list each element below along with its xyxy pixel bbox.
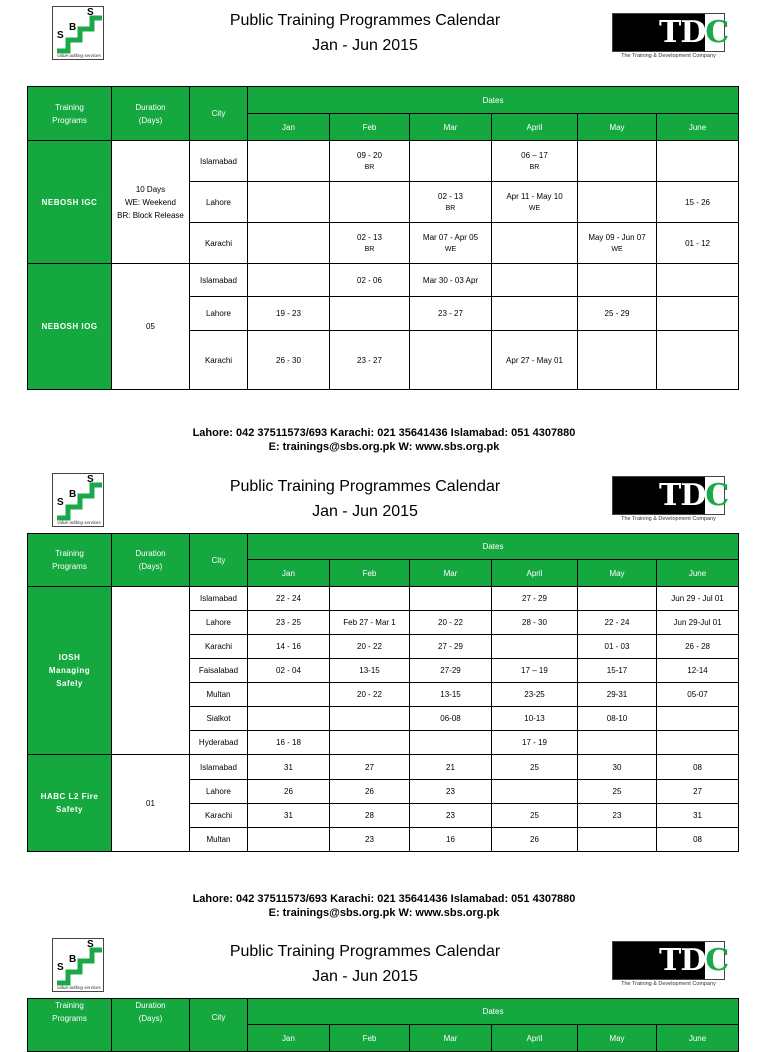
date-cell: Mar 07 - Apr 05 WE xyxy=(410,223,492,264)
city-cell: Hyderabad xyxy=(190,731,248,755)
header-month: Jan xyxy=(248,114,330,141)
contact-web: E: trainings@sbs.org.pk W: www.sbs.org.pk xyxy=(268,907,500,919)
date-cell: 31 xyxy=(657,804,739,828)
tdc-logo xyxy=(612,13,729,61)
sbs-tagline: value-adding services xyxy=(57,520,101,525)
sbs-letter: B xyxy=(69,22,77,33)
date-cell: Apr 11 - May 10 WE xyxy=(492,182,578,223)
date-cell xyxy=(248,182,330,223)
tdc-logo xyxy=(612,476,729,524)
header-month: April xyxy=(492,560,578,587)
duration-cell: 05 xyxy=(112,264,190,390)
page-header-1 xyxy=(0,4,768,60)
date-cell: May 09 - Jun 07 WE xyxy=(578,223,657,264)
date-cell xyxy=(248,683,330,707)
date-cell: 23 - 27 xyxy=(330,331,410,390)
city-cell: Sialkot xyxy=(190,707,248,731)
header-city: City xyxy=(190,534,248,587)
date-cell: 23 xyxy=(410,780,492,804)
city-cell: Islamabad xyxy=(190,755,248,780)
sbs-letter: B xyxy=(69,954,77,965)
page-title xyxy=(200,8,530,58)
date-cell: 20 - 22 xyxy=(330,683,410,707)
contact-info xyxy=(0,426,768,454)
city-cell: Karachi xyxy=(190,804,248,828)
date-cell: 27 - 29 xyxy=(492,587,578,611)
date-cell: 05-07 xyxy=(657,683,739,707)
header-month: April xyxy=(492,114,578,141)
date-cell: 02 - 13 BR xyxy=(410,182,492,223)
header-city: City xyxy=(190,87,248,141)
date-cell: 13-15 xyxy=(330,659,410,683)
title-line-1: Public Training Programmes Calendar xyxy=(229,12,501,29)
date-cell xyxy=(657,297,739,331)
date-cell: 28 - 30 xyxy=(492,611,578,635)
city-cell: Faisalabad xyxy=(190,659,248,683)
date-cell: 25 - 29 xyxy=(578,297,657,331)
duration-cell xyxy=(112,587,190,755)
header-month: Feb xyxy=(330,560,410,587)
contact-phones: Lahore: 042 37511573/693 Karachi: 021 35641436 Islamabad: 051 4307880 xyxy=(192,427,576,439)
date-cell: 06 – 17 BR xyxy=(492,141,578,182)
header-city: City xyxy=(190,999,248,1052)
date-cell: Feb 27 - Mar 1 xyxy=(330,611,410,635)
city-cell: Karachi xyxy=(190,331,248,390)
city-cell: Karachi xyxy=(190,223,248,264)
title-line-2: Jan - Jun 2015 xyxy=(312,968,418,985)
contact-phones: Lahore: 042 37511573/693 Karachi: 021 35641436 Islamabad: 051 4307880 xyxy=(192,893,576,905)
date-cell xyxy=(578,587,657,611)
tdc-letters: TD xyxy=(659,478,706,513)
date-cell xyxy=(492,264,578,297)
sbs-logo xyxy=(52,473,104,527)
title-line-1: Public Training Programmes Calendar xyxy=(229,943,501,960)
date-cell xyxy=(410,731,492,755)
city-cell: Islamabad xyxy=(190,141,248,182)
date-cell: 20 - 22 xyxy=(330,635,410,659)
city-cell: Multan xyxy=(190,683,248,707)
title-line-2: Jan - Jun 2015 xyxy=(312,37,418,54)
header-training-programs: Training Programs xyxy=(28,999,112,1052)
date-cell: 27-29 xyxy=(410,659,492,683)
program-nebosh-igc: NEBOSH IGC xyxy=(28,141,112,264)
program-iosh: IOSH Managing Safely xyxy=(28,587,112,755)
date-cell: 26 xyxy=(248,780,330,804)
header-month: Jan xyxy=(248,1025,330,1052)
sbs-letter: S xyxy=(87,7,94,18)
title-line-2: Jan - Jun 2015 xyxy=(312,503,418,520)
calendar-table-iosh xyxy=(27,533,739,852)
header-duration: Duration (Days) xyxy=(112,87,190,141)
date-cell: 15 - 26 xyxy=(657,182,739,223)
date-cell xyxy=(578,731,657,755)
city-cell: Islamabad xyxy=(190,264,248,297)
sbs-logo xyxy=(52,6,104,60)
date-cell: 29-31 xyxy=(578,683,657,707)
header-duration: Duration (Days) xyxy=(112,999,190,1052)
header-month: Mar xyxy=(410,114,492,141)
city-cell: Multan xyxy=(190,828,248,852)
date-cell xyxy=(248,264,330,297)
header-dates: Dates xyxy=(248,87,739,114)
date-cell xyxy=(330,182,410,223)
date-cell: 25 xyxy=(492,804,578,828)
tdc-letters: TD xyxy=(659,15,706,50)
date-cell: 02 - 04 xyxy=(248,659,330,683)
duration-cell: 10 Days WE: Weekend BR: Block Release xyxy=(112,141,190,264)
sbs-letter: S xyxy=(57,497,64,508)
page-title xyxy=(200,939,530,989)
tdc-letter-c: C xyxy=(705,478,729,513)
date-cell xyxy=(248,223,330,264)
header-month: Feb xyxy=(330,1025,410,1052)
date-cell: 23-25 xyxy=(492,683,578,707)
page-header-3 xyxy=(0,936,768,992)
date-cell: Apr 27 - May 01 xyxy=(492,331,578,390)
header-month: Feb xyxy=(330,114,410,141)
date-cell xyxy=(492,635,578,659)
page-header-2 xyxy=(0,471,768,527)
date-cell: 21 xyxy=(410,755,492,780)
header-duration: Duration (Days) xyxy=(112,534,190,587)
date-cell: 25 xyxy=(578,780,657,804)
city-cell: Karachi xyxy=(190,635,248,659)
date-cell xyxy=(410,587,492,611)
date-cell: 22 - 24 xyxy=(248,587,330,611)
header-month: May xyxy=(578,560,657,587)
date-cell: Jun 29 - Jul 01 xyxy=(657,587,739,611)
date-cell: 15-17 xyxy=(578,659,657,683)
sbs-letter: B xyxy=(69,489,77,500)
header-month: Mar xyxy=(410,1025,492,1052)
date-cell xyxy=(492,297,578,331)
date-cell xyxy=(657,331,739,390)
date-cell: 08-10 xyxy=(578,707,657,731)
date-cell xyxy=(248,828,330,852)
duration-cell: 01 xyxy=(112,755,190,852)
date-cell xyxy=(492,780,578,804)
date-cell: 31 xyxy=(248,755,330,780)
date-cell: 08 xyxy=(657,755,739,780)
date-cell xyxy=(657,731,739,755)
date-cell xyxy=(578,331,657,390)
page-title xyxy=(200,474,530,524)
date-cell: 26 xyxy=(492,828,578,852)
date-cell: 23 - 25 xyxy=(248,611,330,635)
date-cell: 17 - 19 xyxy=(492,731,578,755)
date-cell: 30 xyxy=(578,755,657,780)
header-month: June xyxy=(657,560,739,587)
header-training-programs: Training Programs xyxy=(28,534,112,587)
date-cell xyxy=(248,707,330,731)
date-cell: 13-15 xyxy=(410,683,492,707)
date-cell: 26 - 30 xyxy=(248,331,330,390)
date-cell: 14 - 16 xyxy=(248,635,330,659)
program-nebosh-iog: NEBOSH IOG xyxy=(28,264,112,390)
city-cell: Lahore xyxy=(190,182,248,223)
date-cell xyxy=(578,264,657,297)
date-cell: 17 – 19 xyxy=(492,659,578,683)
sbs-letter: S xyxy=(57,30,64,41)
calendar-table-nebosh xyxy=(27,86,739,390)
header-month: June xyxy=(657,114,739,141)
date-cell xyxy=(657,141,739,182)
date-cell: 06-08 xyxy=(410,707,492,731)
sbs-letter: S xyxy=(57,962,64,973)
header-dates: Dates xyxy=(248,534,739,560)
date-cell: 01 - 12 xyxy=(657,223,739,264)
date-cell xyxy=(578,828,657,852)
date-cell: 26 - 28 xyxy=(657,635,739,659)
date-cell xyxy=(248,141,330,182)
date-cell: 25 xyxy=(492,755,578,780)
date-cell: 02 - 06 xyxy=(330,264,410,297)
header-month: Jan xyxy=(248,560,330,587)
date-cell xyxy=(578,182,657,223)
date-cell: 31 xyxy=(248,804,330,828)
tdc-tagline: The Training & Development Company xyxy=(621,53,716,59)
header-month: April xyxy=(492,1025,578,1052)
header-training-programs: Training Programs xyxy=(28,87,112,141)
date-cell: 16 - 18 xyxy=(248,731,330,755)
date-cell xyxy=(657,264,739,297)
date-cell: 19 - 23 xyxy=(248,297,330,331)
sbs-logo xyxy=(52,938,104,992)
date-cell: 23 xyxy=(410,804,492,828)
date-cell: 12-14 xyxy=(657,659,739,683)
date-cell xyxy=(330,297,410,331)
calendar-table-page-3 xyxy=(27,998,739,1052)
city-cell: Lahore xyxy=(190,297,248,331)
contact-web: E: trainings@sbs.org.pk W: www.sbs.org.pk xyxy=(268,441,500,453)
sbs-letter: S xyxy=(87,474,94,485)
header-dates: Dates xyxy=(248,999,739,1025)
date-cell: Mar 30 - 03 Apr xyxy=(410,264,492,297)
header-month: May xyxy=(578,114,657,141)
tdc-letter-c: C xyxy=(705,943,729,978)
city-cell: Islamabad xyxy=(190,587,248,611)
header-month: May xyxy=(578,1025,657,1052)
date-cell: 08 xyxy=(657,828,739,852)
header-month: June xyxy=(657,1025,739,1052)
date-cell: 27 xyxy=(657,780,739,804)
tdc-tagline: The Training & Development Company xyxy=(621,981,716,987)
date-cell: 27 xyxy=(330,755,410,780)
tdc-letters: TD xyxy=(659,943,706,978)
date-cell xyxy=(330,707,410,731)
date-cell xyxy=(410,331,492,390)
city-cell: Lahore xyxy=(190,611,248,635)
date-cell: 10-13 xyxy=(492,707,578,731)
date-cell: 23 xyxy=(578,804,657,828)
contact-info xyxy=(0,892,768,920)
date-cell xyxy=(492,223,578,264)
date-cell xyxy=(578,141,657,182)
sbs-tagline: value-adding services xyxy=(57,985,101,990)
tdc-letter-c: C xyxy=(705,15,729,50)
city-cell: Lahore xyxy=(190,780,248,804)
date-cell: 01 - 03 xyxy=(578,635,657,659)
date-cell: 23 xyxy=(330,828,410,852)
tdc-logo xyxy=(612,941,729,989)
date-cell: 16 xyxy=(410,828,492,852)
date-cell: 28 xyxy=(330,804,410,828)
sbs-letter: S xyxy=(87,939,94,950)
sbs-tagline: value-adding services xyxy=(57,53,101,58)
date-cell: 27 - 29 xyxy=(410,635,492,659)
date-cell: 02 - 13 BR xyxy=(330,223,410,264)
program-habc-fire-safety: HABC L2 Fire Safety xyxy=(28,755,112,852)
tdc-tagline: The Training & Development Company xyxy=(621,516,716,522)
date-cell: 22 - 24 xyxy=(578,611,657,635)
title-line-1: Public Training Programmes Calendar xyxy=(229,478,501,495)
date-cell: 20 - 22 xyxy=(410,611,492,635)
date-cell: 26 xyxy=(330,780,410,804)
date-cell: 09 - 20 BR xyxy=(330,141,410,182)
date-cell xyxy=(410,141,492,182)
date-cell xyxy=(330,731,410,755)
date-cell xyxy=(657,707,739,731)
date-cell: Jun 29-Jul 01 xyxy=(657,611,739,635)
date-cell xyxy=(330,587,410,611)
header-month: Mar xyxy=(410,560,492,587)
date-cell: 23 - 27 xyxy=(410,297,492,331)
